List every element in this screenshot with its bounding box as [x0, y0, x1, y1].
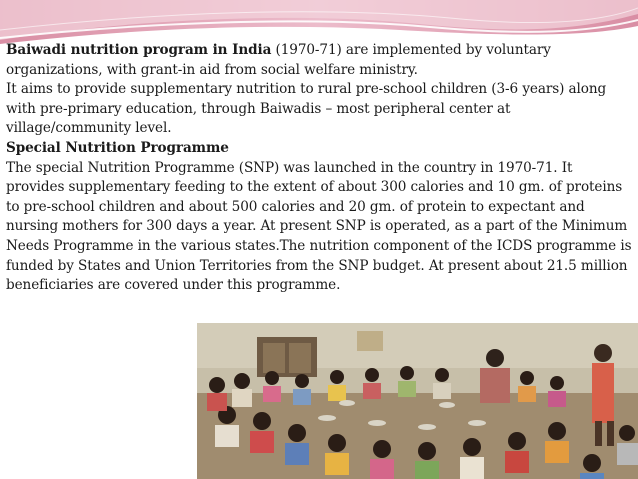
decorative-banner — [0, 0, 638, 44]
baiwadi-heading: Baiwadi nutrition program in India — [6, 42, 272, 58]
paragraph-snp: The special Nutrition Programme (SNP) was launched in the country in 1970-71. It provides supplementary feeding to the extent of about 300 calories and 10 gm. of proteins to pre-school children and about 500 calories and 20 gm. of protein to expectant and nursing mothers for 300 days a year. At present SNP is operated, as a part of the Minimum Needs Programme in the various states.The nutrition component of the ICDS programme is funded by States and Union Territories from the SNP budget. At present about 21.5 million beneficiaries are covered under this programme. — [6, 159, 632, 294]
baiwadi-description: (1970-71) are implemented by voluntary organizations, with grant-in aid from social welfare ministry. — [6, 42, 551, 78]
children-feeding-photo — [197, 323, 638, 479]
section-heading-snp: Special Nutrition Programme — [6, 139, 229, 156]
slide-body — [6, 41, 634, 296]
paragraph-baiwadi — [6, 41, 634, 80]
paragraph-aims: It aims to provide supplementary nutrition to rural pre-school children (3-6 years) along with pre-primary education, through Baiwadis – most peripheral center at village/community level. — [6, 81, 607, 137]
